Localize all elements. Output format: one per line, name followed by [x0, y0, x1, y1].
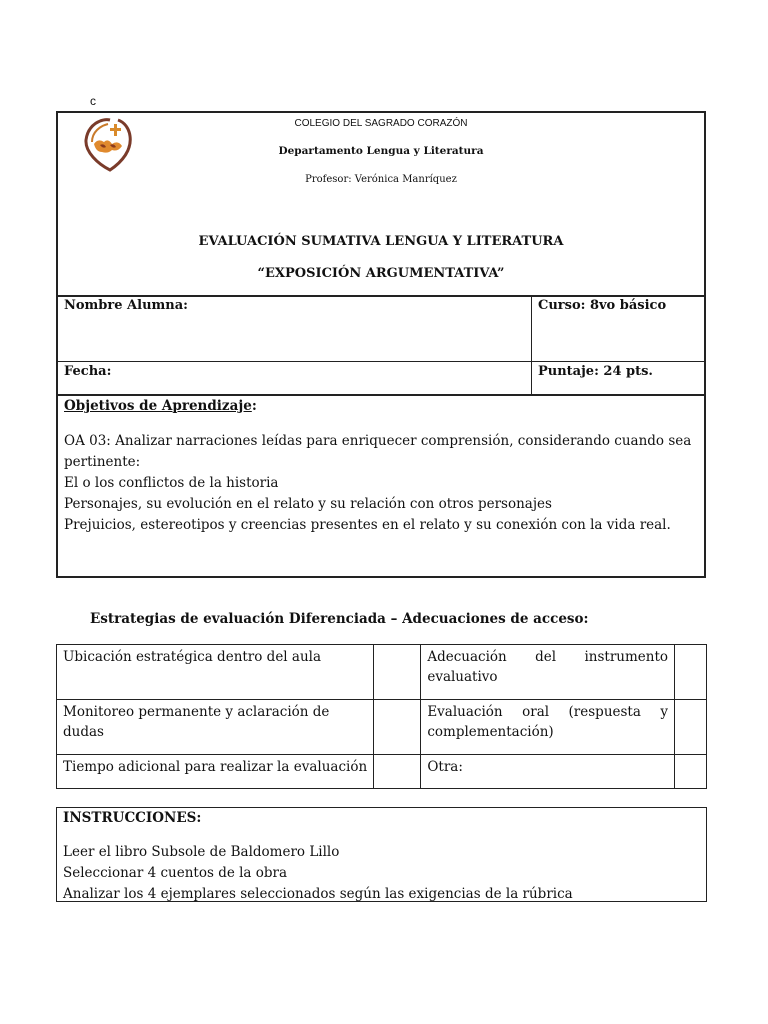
table-row — [57, 755, 707, 789]
instructions-title: INSTRUCCIONES: — [63, 810, 202, 826]
strategy-label: Ubicación estratégica dentro del aula — [57, 645, 374, 700]
instructions-box — [56, 807, 707, 902]
divider — [58, 394, 704, 396]
strategy-label: Tiempo adicional para realizar la evaluación — [57, 755, 374, 789]
date-field[interactable]: Fecha: — [64, 364, 112, 379]
strategy-checkbox[interactable] — [374, 755, 421, 789]
objectives-title-text: Objetivos de Aprendizaje — [64, 398, 252, 414]
strategy-label — [421, 755, 675, 789]
strategy-checkbox[interactable] — [675, 755, 707, 789]
objective-line: Prejuicios, estereotipos y creencias presentes en el relato y su conexión con la vida real. — [64, 517, 671, 533]
instruction-item: Leer el libro Subsole de Baldomero Lillo — [63, 844, 340, 860]
strategy-label — [421, 645, 675, 700]
column-divider — [531, 296, 532, 394]
strategy-line: complementación) — [427, 724, 554, 740]
instructions-list — [63, 842, 573, 905]
strategy-label — [421, 700, 675, 755]
objectives-title — [64, 398, 257, 414]
strategy-line: evaluativo — [427, 669, 498, 685]
objectives-text — [64, 431, 692, 536]
instruction-item: Analizar los 4 ejemplares seleccionados según las exigencias de la rúbrica — [63, 886, 573, 902]
teacher-name: Profesor: Verónica Manríquez — [305, 174, 457, 185]
course-field: Curso: 8vo básico — [538, 298, 667, 313]
header-box — [56, 111, 706, 578]
divider — [58, 361, 704, 362]
objective-line: El o los conflictos de la historia — [64, 475, 279, 491]
student-name-field[interactable]: Nombre Alumna: — [64, 298, 188, 313]
table-row — [57, 700, 707, 755]
evaluation-subtitle: “EXPOSICIÓN ARGUMENTATIVA” — [257, 266, 505, 281]
objective-line: pertinente: — [64, 454, 141, 470]
strategies-heading: Estrategias de evaluación Diferenciada – Adecuaciones de acceso: — [90, 611, 589, 627]
objective-line: OA 03: Analizar narraciones leídas para enriquecer comprensión, considerando cuando sea — [64, 433, 692, 449]
strategy-checkbox[interactable] — [374, 700, 421, 755]
strategy-checkbox[interactable] — [675, 645, 707, 700]
strategy-line: Adecuación del instrumento — [427, 649, 669, 665]
department-name: Departamento Lengua y Literatura — [278, 145, 484, 157]
objective-line: Personajes, su evolución en el relato y su relación con otros personajes — [64, 496, 552, 512]
table-row — [57, 645, 707, 700]
score-field: Puntaje: 24 pts. — [538, 364, 653, 379]
stray-character: c — [90, 94, 96, 108]
divider — [58, 295, 704, 297]
strategy-checkbox[interactable] — [374, 645, 421, 700]
strategy-checkbox[interactable] — [675, 700, 707, 755]
strategy-line: Evaluación oral (respuesta y — [427, 704, 669, 720]
objectives-title-colon: : — [251, 398, 257, 414]
instruction-item: Seleccionar 4 cuentos de la obra — [63, 865, 288, 881]
evaluation-title: EVALUACIÓN SUMATIVA LENGUA Y LITERATURA — [198, 234, 564, 249]
strategy-label: Monitoreo permanente y aclaración de dudas — [57, 700, 374, 755]
strategy-line: Otra: — [427, 759, 463, 775]
strategies-table — [56, 644, 707, 789]
school-name: COLEGIO DEL SAGRADO CORAZÓN — [294, 118, 468, 129]
